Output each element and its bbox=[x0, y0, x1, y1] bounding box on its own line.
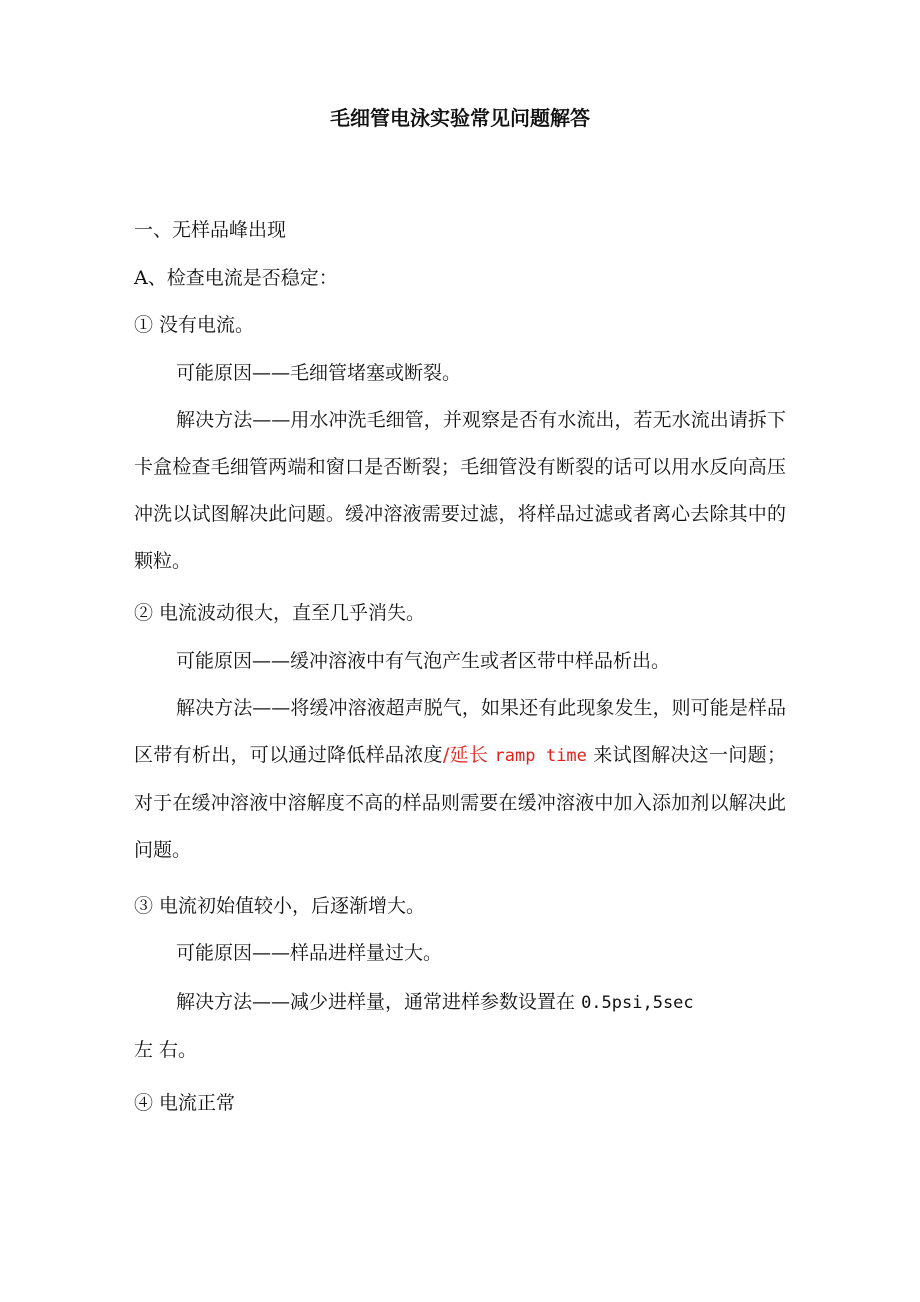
item-2-solution-text-start: 解决方法——将缓冲溶液超声脱气，如果还有此现象发生，则可能是样品区带有析出，可以通过降低样品浓度 bbox=[134, 697, 786, 766]
item-1-solution: 解决方法——用水冲洗毛细管，并观察是否有水流出，若无水流出请拆下卡盒检查毛细管两端和窗口是否断裂；毛细管没有断裂的话可以用水反向高压冲洗以试图解决此问题。缓冲溶液需要过滤，将样品过滤或者离心去除其中的颗粒。 bbox=[134, 409, 786, 572]
item-1-title: ① 没有电流。 bbox=[134, 314, 255, 336]
item-3-solution-line-1 bbox=[176, 986, 786, 1019]
item-2-solution-highlight-en: ramp time bbox=[494, 746, 587, 766]
item-2-solution-highlight-cn: /延长 bbox=[442, 744, 489, 766]
item-3-cause: 可能原因——样品进样量过大。 bbox=[176, 942, 443, 964]
subsection-heading: A、检查电流是否稳定： bbox=[134, 267, 338, 289]
item-2-cause: 可能原因——缓冲溶液中有气泡产生或者区带中样品析出。 bbox=[176, 650, 671, 672]
item-4-title: ④ 电流正常 bbox=[134, 1092, 236, 1114]
item-3-title: ③ 电流初始值较小，后逐渐增大。 bbox=[134, 895, 426, 917]
section-heading: 一、无样品峰出现 bbox=[134, 219, 287, 241]
item-3-solution-line-2: 左 右。 bbox=[134, 1039, 198, 1061]
item-1-cause: 可能原因——毛细管堵塞或断裂。 bbox=[176, 362, 462, 384]
document-title: 毛细管电泳实验常见问题解答 bbox=[330, 106, 590, 130]
item-2-solution-text-end: 来试图解决这一问题；对于在缓冲溶液中溶解度不高的样品则需要在缓冲溶液中加入添加剂以解决此问题。 bbox=[134, 744, 786, 861]
item-3-solution-text: 解决方法——减少进样量，通常进样参数设置在 bbox=[176, 991, 576, 1013]
item-2-title: ② 电流波动很大，直至几乎消失。 bbox=[134, 602, 426, 624]
item-3-solution-params: 0.5psi,5sec bbox=[581, 993, 694, 1013]
item-2-solution bbox=[134, 685, 786, 874]
